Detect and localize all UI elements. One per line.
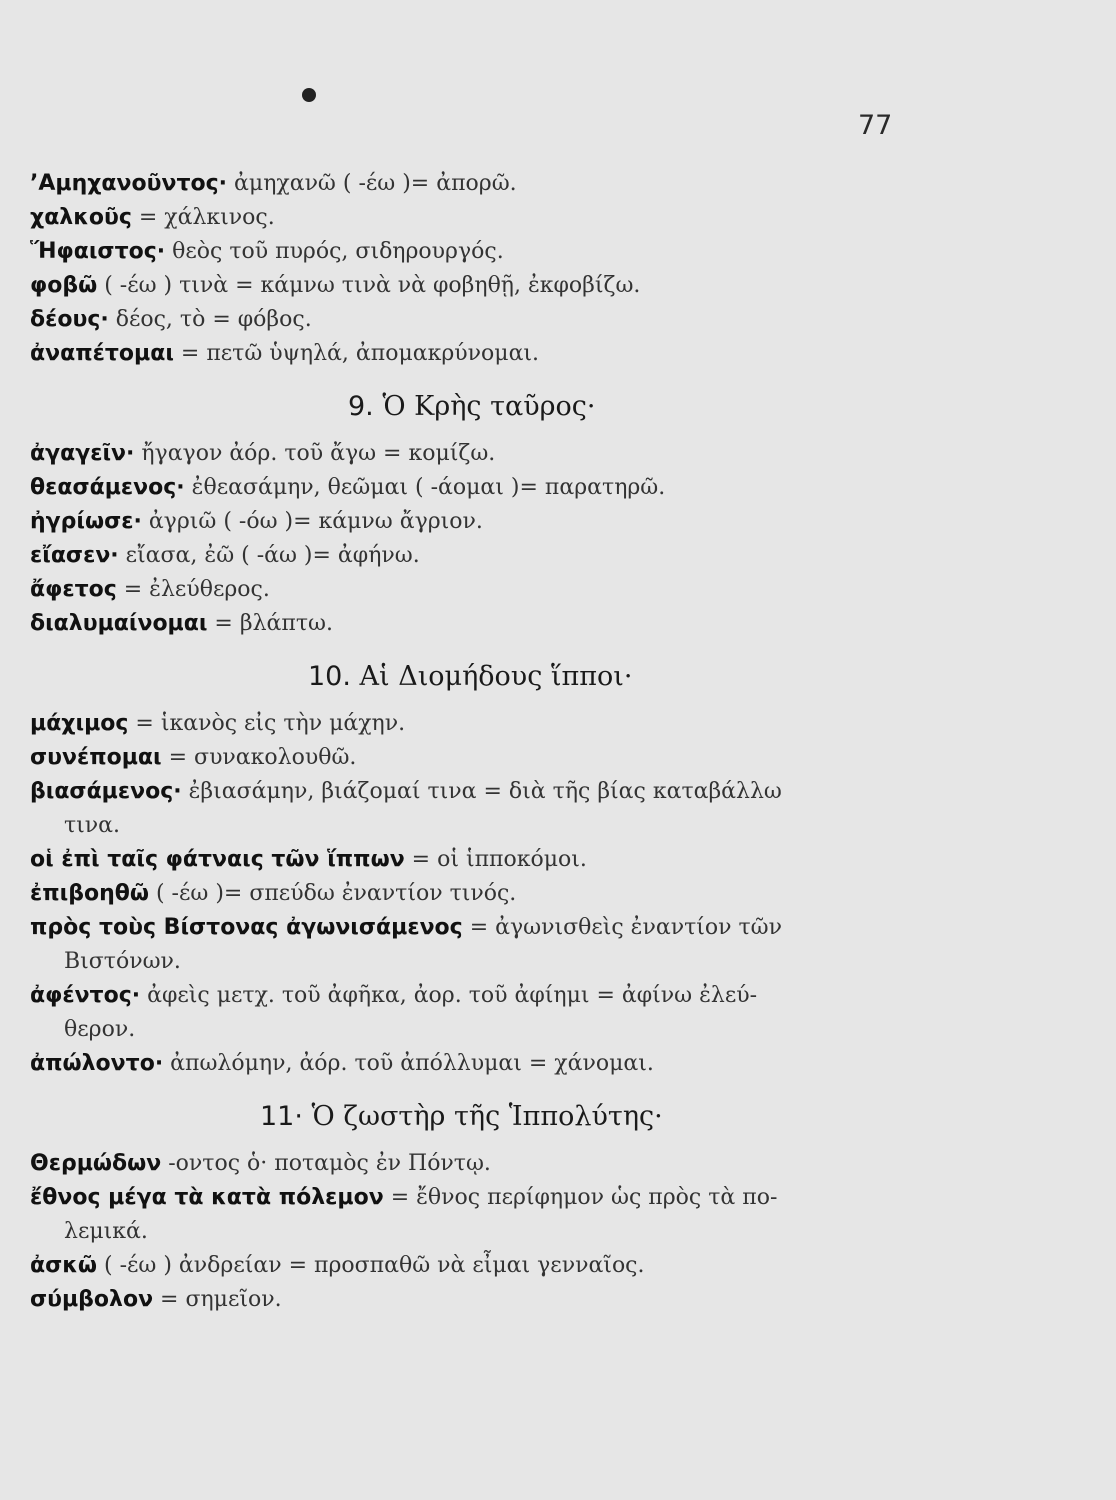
glossary-entry <box>30 303 930 337</box>
entry-term: ἀναπέτομαι <box>30 341 174 366</box>
glossary-entry <box>30 505 930 539</box>
entry-term: διαλυμαίνομαι <box>30 611 208 636</box>
entry-definition: = χάλκινος. <box>131 205 275 230</box>
entry-term: ἔθνος μέγα τὰ κατὰ πόλεμον <box>30 1185 384 1210</box>
entry-definition: ἐβιασάμην, βιάζομαί τινα = διὰ τῆς βίας καταβάλλω <box>181 779 782 804</box>
glossary-entry <box>30 607 930 641</box>
glossary-entry <box>30 1249 930 1283</box>
entry-term: ἀπώλοντο· <box>30 1051 164 1076</box>
glossary-entry <box>30 539 930 573</box>
entry-definition: = βλάπτω. <box>207 611 333 636</box>
glossary-entry <box>30 269 930 303</box>
entry-definition: ἀπωλόμην, ἀόρ. τοῦ ἀπόλλυμαι = χάνομαι. <box>163 1051 654 1076</box>
glossary-entry <box>30 201 930 235</box>
glossary-entry <box>30 1147 930 1181</box>
entry-definition: τινα. <box>64 813 121 838</box>
glossary-continuation <box>30 1215 930 1249</box>
entry-definition: = ἀγωνισθεὶς ἐναντίον τῶν <box>462 915 782 940</box>
entry-term: ’Αμηχανοῦντος· <box>30 171 228 196</box>
glossary-entry <box>30 741 930 775</box>
section-number: 10. <box>308 661 351 692</box>
section-title-9 <box>30 383 930 431</box>
entry-term: φοβῶ <box>30 273 98 298</box>
entry-term: ἄφετος <box>30 577 117 602</box>
entry-term: εἴασεν· <box>30 543 119 568</box>
entry-definition: = συνακολουθῶ. <box>161 745 357 770</box>
entry-definition: -οντος ὁ· ποταμὸς ἐν Πόντῳ. <box>161 1151 491 1176</box>
entries-section-9 <box>30 437 930 641</box>
entry-definition: ἀφεὶς μετχ. τοῦ ἀφῆκα, ἀορ. τοῦ ἀφίημι = ἀφίνω ἐλεύ- <box>140 983 758 1008</box>
glossary-entry <box>30 775 930 809</box>
entry-definition: ἤγαγον ἀόρ. τοῦ ἄγω = κομίζω. <box>134 441 496 466</box>
entry-term: πρὸς τοὺς Βίστονας ἀγωνισάμενος <box>30 915 463 940</box>
glossary-entry <box>30 877 930 911</box>
glossary-entry <box>30 911 930 945</box>
entry-definition: λεμικά. <box>64 1219 148 1244</box>
entry-definition: = σημεῖον. <box>153 1287 282 1312</box>
entry-term: ἀγαγεῖν· <box>30 441 135 466</box>
section-number: 9. <box>348 391 374 422</box>
entry-definition: = ἱκανὸς εἰς τὴν μάχην. <box>128 711 406 736</box>
entry-definition: ( -έω ) ἀνδρείαν = προσπαθῶ νὰ εἶμαι γενναῖος. <box>97 1253 645 1278</box>
entry-definition: ἐθεασάμην, θεῶμαι ( -άομαι )= παρατηρῶ. <box>184 475 666 500</box>
glossary-continuation <box>30 945 930 979</box>
section-name: Ὁ Κρὴς ταῦρος· <box>382 391 596 422</box>
entry-term: σύμβολον <box>30 1287 154 1312</box>
entry-term: θεασάμενος· <box>30 475 185 500</box>
glossary-entry <box>30 1181 930 1215</box>
section-name: Ὁ ζωστὴρ τῆς Ἱππολύτης· <box>311 1101 663 1132</box>
ink-dot <box>302 88 316 102</box>
page-number: 77 <box>858 110 893 141</box>
section-number: 11· <box>260 1101 303 1132</box>
glossary-entry <box>30 235 930 269</box>
entry-term: Θερμώδων <box>30 1151 162 1176</box>
entry-term: βιασάμενος· <box>30 779 182 804</box>
entries-section-10 <box>30 707 930 1081</box>
glossary-entry <box>30 707 930 741</box>
entry-definition: δέος, τὸ = φόβος. <box>108 307 312 332</box>
entries-section-11 <box>30 1147 930 1317</box>
glossary-entry <box>30 1047 930 1081</box>
entry-definition: ἀγριῶ ( -όω )= κάμνω ἄγριον. <box>141 509 483 534</box>
glossary-entry <box>30 471 930 505</box>
entry-term: χαλκοῦς <box>30 205 132 230</box>
glossary-entry <box>30 573 930 607</box>
entry-definition: Βιστόνων. <box>64 949 181 974</box>
entry-term: μάχιμος <box>30 711 129 736</box>
entry-term: Ἥφαιστος· <box>30 239 166 264</box>
entry-term: ἀφέντος· <box>30 983 141 1008</box>
glossary-entry <box>30 167 930 201</box>
entry-definition: = ἐλεύθερος. <box>116 577 270 602</box>
entry-definition: εἴασα, ἐῶ ( -άω )= ἀφήνω. <box>118 543 420 568</box>
entry-definition: ἀμηχανῶ ( -έω )= ἀπορῶ. <box>227 171 517 196</box>
entry-definition: θερον. <box>64 1017 136 1042</box>
entry-term: δέους· <box>30 307 109 332</box>
section-name: Αἱ Διομήδους ἵπποι· <box>359 661 633 692</box>
glossary-continuation <box>30 1013 930 1047</box>
entry-term: ἐπιβοηθῶ <box>30 881 149 906</box>
glossary-entry <box>30 979 930 1013</box>
entry-definition: θεὸς τοῦ πυρός, σιδηρουργός. <box>165 239 504 264</box>
entry-term: ἀσκῶ <box>30 1253 97 1278</box>
entry-term: ἠγρίωσε· <box>30 509 142 534</box>
entry-definition: = ἔθνος περίφημον ὡς πρὸς τὰ πο- <box>383 1185 778 1210</box>
glossary-entry <box>30 437 930 471</box>
entries-top <box>30 167 930 371</box>
entry-term: οἱ ἐπὶ ταῖς φάτναις τῶν ἵππων <box>30 847 405 872</box>
glossary-entry <box>30 843 930 877</box>
glossary <box>30 167 930 1317</box>
entry-term: συνέπομαι <box>30 745 162 770</box>
entry-definition: ( -έω ) τινὰ = κάμνω τινὰ νὰ φοβηθῇ, ἐκφοβίζω. <box>97 273 641 298</box>
section-title-11 <box>30 1093 930 1141</box>
glossary-continuation <box>30 809 930 843</box>
glossary-entry <box>30 337 930 371</box>
section-title-10 <box>30 653 930 701</box>
entry-definition: = πετῶ ὑψηλά, ἀπομακρύνομαι. <box>173 341 540 366</box>
entry-definition: ( -έω )= σπεύδω ἐναντίον τινός. <box>148 881 517 906</box>
entry-definition: = οἱ ἱπποκόμοι. <box>404 847 587 872</box>
glossary-entry <box>30 1283 930 1317</box>
